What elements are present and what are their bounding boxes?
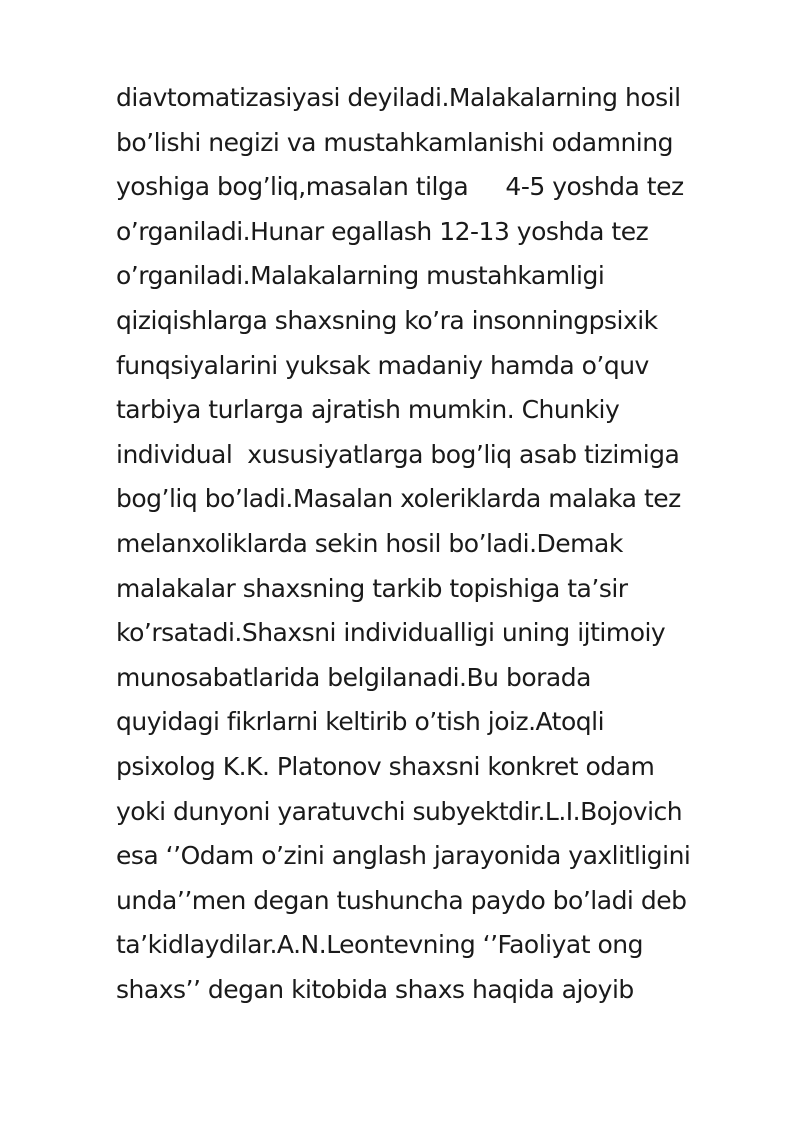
- text-line: esa ‘’Odam o’zini anglash jarayonida yaxlitligini: [116, 841, 691, 871]
- text-line: quyidagi fikrlarni keltirib o’tish joiz.Atoqli: [116, 707, 605, 737]
- text-line: qiziqishlarga shaxsning ko’ra insonningpsixik: [116, 305, 658, 335]
- text-line: diavtomatizasiyasi deyiladi.Malakalarning hosil: [116, 83, 681, 112]
- text-line: o’rganiladi.Malakalarning mustahkamligi: [116, 261, 605, 291]
- text-line: bog’liq bo’ladi.Masalan xoleriklarda malaka tez: [116, 484, 681, 514]
- text-line: ta’kidlaydilar.A.N.Leontevning ‘’Faoliyat ong: [116, 930, 643, 960]
- text-line: funqsiyalarini yuksak madaniy hamda o’quv: [116, 350, 649, 380]
- body-text: [116, 76, 756, 1012]
- text-line: melanxoliklarda sekin hosil bo’ladi.Demak: [116, 528, 623, 558]
- text-line: tarbiya turlarga ajratish mumkin. Chunkiy: [116, 395, 620, 425]
- text-line: munosabatlarida belgilanadi.Bu borada: [116, 662, 591, 692]
- text-line: malakalar shaxsning tarkib topishiga ta’sir: [116, 573, 628, 603]
- text-line: yoki dunyoni yaratuvchi subyektdir.L.I.Bojovich: [116, 796, 683, 826]
- text-line: individual xususiyatlarga bog’liq asab tizimiga: [116, 439, 680, 469]
- text-line: yoshiga bog’liq,masalan tilga 4-5 yoshda tez: [116, 172, 684, 202]
- text-line: shaxs’’ degan kitobida shaxs haqida ajoyib: [116, 974, 634, 1004]
- text-line: o’rganiladi.Hunar egallash 12-13 yoshda tez: [116, 216, 649, 246]
- text-line: unda’’men degan tushuncha paydo bo’ladi deb: [116, 885, 687, 915]
- text-line: bo’lishi negizi va mustahkamlanishi odamning: [116, 127, 673, 157]
- text-line: ko’rsatadi.Shaxsni individualligi uning ijtimoiy: [116, 618, 666, 648]
- text-line: psixolog K.K. Platonov shaxsni konkret odam: [116, 751, 655, 781]
